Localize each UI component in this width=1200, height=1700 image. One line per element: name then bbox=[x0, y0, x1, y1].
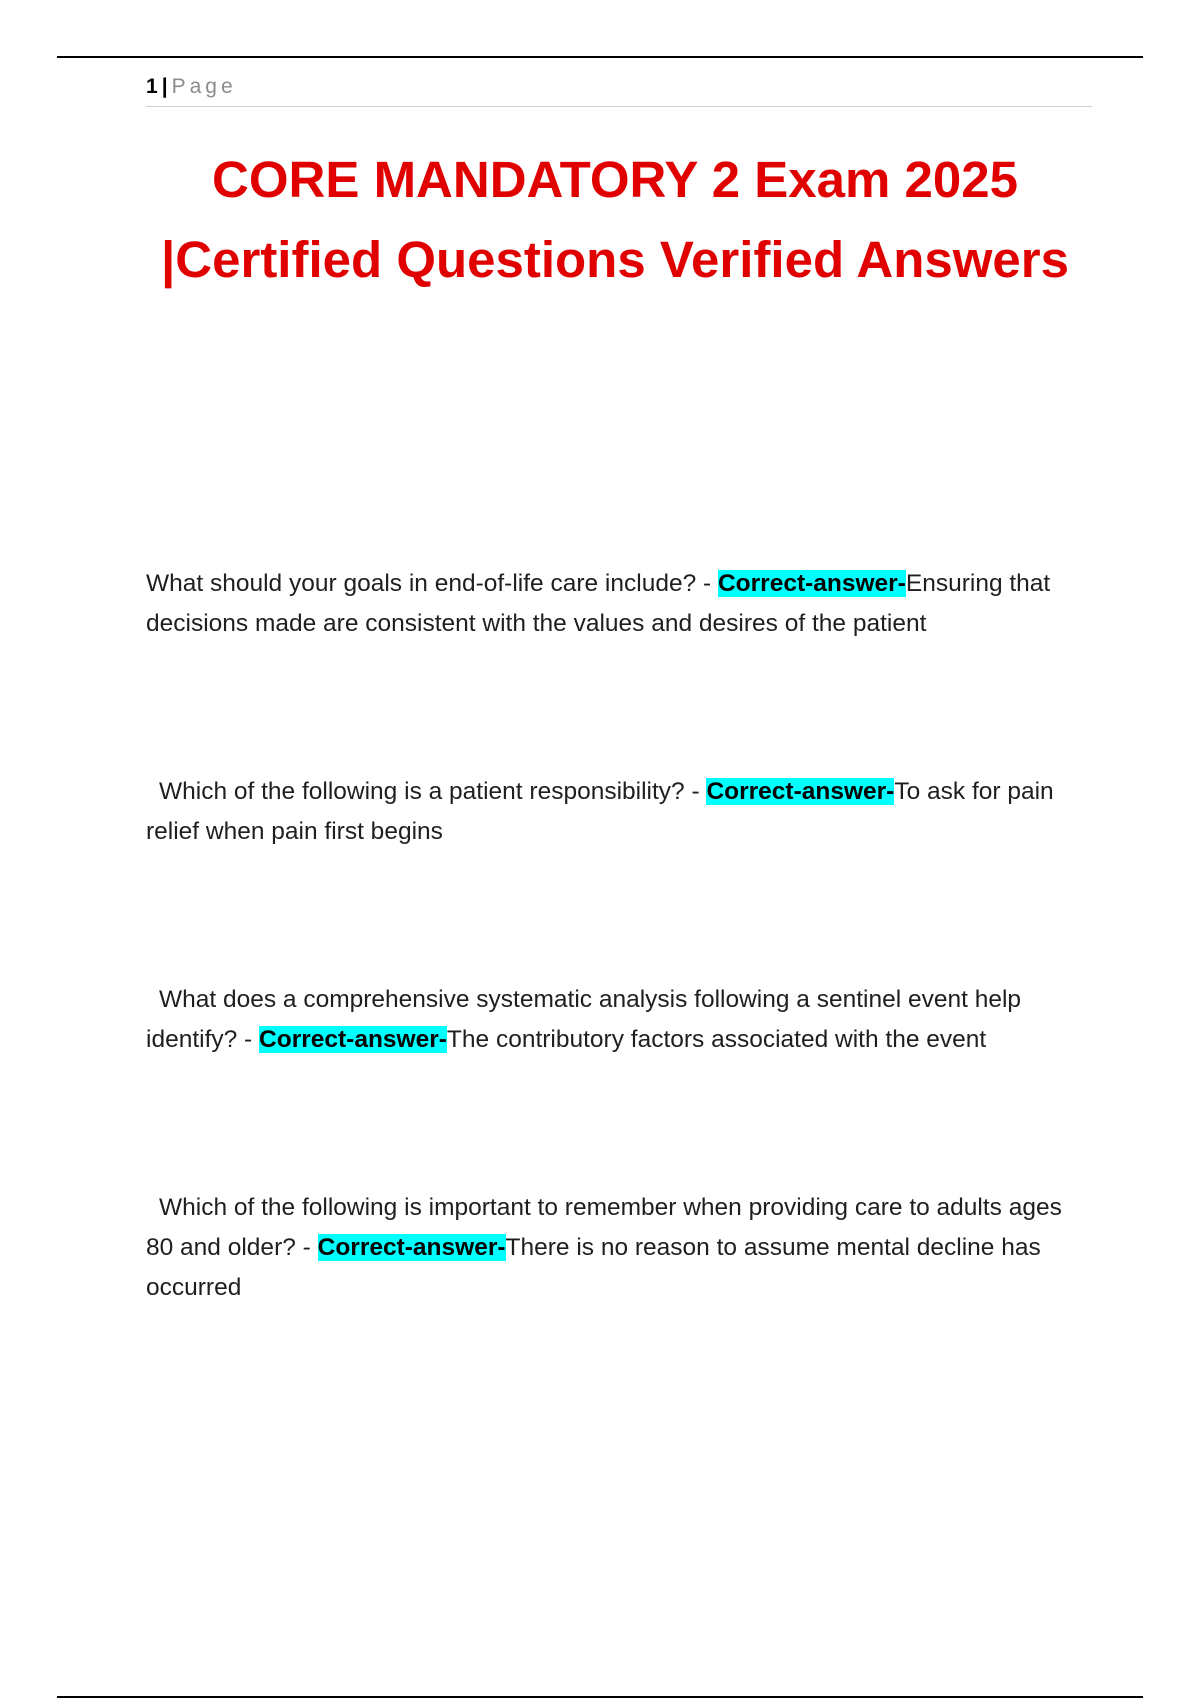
qa-item bbox=[146, 1188, 1086, 1308]
question-text: What does a comprehensive systematic analysis following a sentinel event help identify? - bbox=[146, 986, 1022, 1053]
question-text: What should your goals in end-of-life care include? - bbox=[146, 570, 718, 597]
bottom-border-rule bbox=[57, 1696, 1143, 1698]
correct-answer-tag: Correct-answer- bbox=[706, 778, 895, 805]
qa-item bbox=[146, 980, 1086, 1060]
page-number: 1 bbox=[146, 75, 158, 98]
answer-text: There is no reason to assume mental decline has occurred bbox=[146, 1234, 1041, 1301]
document-title: CORE MANDATORY 2 Exam 2025 |Certified Questions Verified Answers bbox=[161, 151, 1069, 288]
page-label: Page bbox=[171, 75, 237, 98]
correct-answer-tag: Correct-answer- bbox=[317, 1234, 506, 1261]
page-header bbox=[146, 72, 1092, 107]
top-border-rule bbox=[57, 56, 1143, 58]
qa-item bbox=[146, 772, 1086, 852]
question-text: Which of the following is a patient responsibility? - bbox=[159, 778, 707, 805]
page-separator: | bbox=[161, 75, 168, 98]
correct-answer-tag: Correct-answer- bbox=[717, 570, 906, 597]
answer-text: The contributory factors associated with the event bbox=[446, 1026, 987, 1053]
qa-item bbox=[146, 564, 1086, 644]
question-text: Which of the following is important to remember when providing care to adults ages 80 and older? - bbox=[146, 1194, 1062, 1261]
correct-answer-tag: Correct-answer- bbox=[259, 1026, 447, 1053]
answer-text: Ensuring that decisions made are consistent with the values and desires of the patient bbox=[146, 570, 1051, 637]
answer-text: To ask for pain relief when pain first begins bbox=[146, 778, 1054, 845]
